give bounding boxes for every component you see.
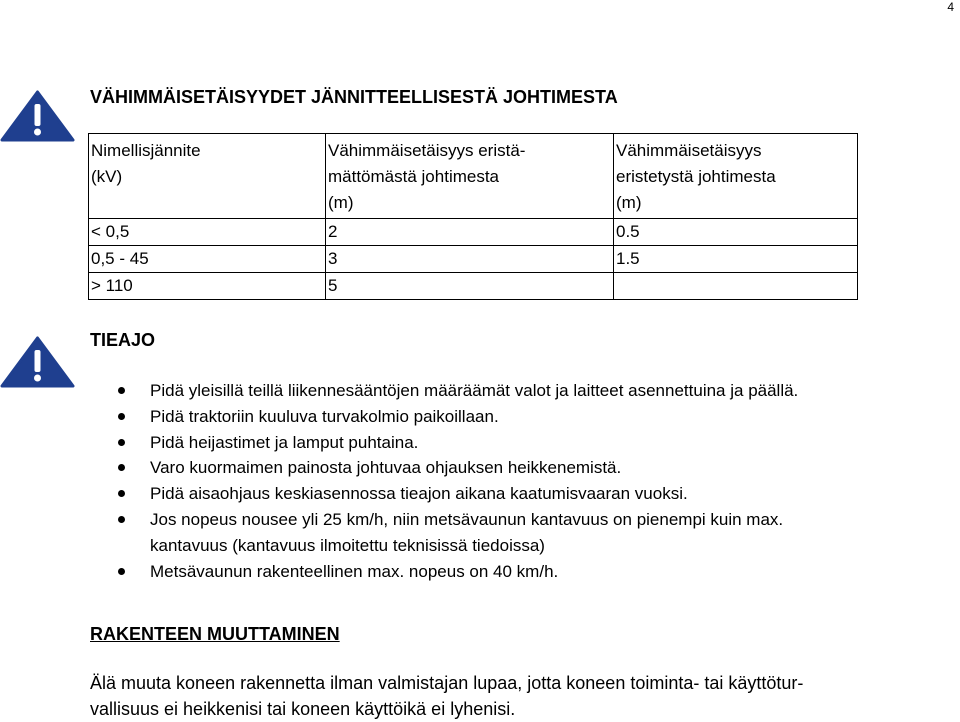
bullet-icon xyxy=(118,490,125,497)
bullet-icon xyxy=(118,568,125,575)
table-cell: 0.5 xyxy=(614,219,858,246)
list-item: Pidä aisaohjaus keskiasennossa tieajon aikana kaatumisvaaran vuoksi. xyxy=(118,481,948,507)
bullet-icon xyxy=(118,413,125,420)
list-item: Pidä yleisillä teillä liikennesääntöjen määräämät valot ja laitteet asennettuina ja päällä. xyxy=(118,378,948,404)
bullet-icon xyxy=(118,464,125,471)
list-item: Metsävaunun rakenteellinen max. nopeus on 40 km/h. xyxy=(118,559,948,585)
list-item: Pidä heijastimet ja lamput puhtaina. xyxy=(118,430,948,456)
table-cell: 5 xyxy=(326,273,614,300)
header-cell-insulated: Vähimmäisetäisyys eristetystä johtimesta (m) xyxy=(614,134,858,219)
warning-triangle-icon xyxy=(0,336,75,388)
table-cell: 0,5 - 45 xyxy=(89,246,326,273)
table-cell: 3 xyxy=(326,246,614,273)
section-title-road-driving: TIEAJO xyxy=(90,330,156,350)
list-item: Jos nopeus nousee yli 25 km/h, niin metsävaunun kantavuus on pienempi kuin max. xyxy=(118,507,948,533)
table-cell xyxy=(614,273,858,300)
table-cell: 1.5 xyxy=(614,246,858,273)
list-item: Pidä traktoriin kuuluva turvakolmio paikoillaan. xyxy=(118,404,948,430)
list-item-continuation: kantavuus (kantavuus ilmoitettu teknisissä tiedoissa) xyxy=(150,535,545,555)
road-driving-list xyxy=(118,378,948,584)
table-row xyxy=(89,246,858,273)
bullet-icon xyxy=(118,516,125,523)
header-cell-voltage: Nimellisjännite (kV) xyxy=(89,134,326,219)
list-item: Varo kuormaimen painosta johtuvaa ohjauksen heikkenemistä. xyxy=(118,455,948,481)
table-cell: < 0,5 xyxy=(89,219,326,246)
table-header-row xyxy=(89,134,858,219)
section-title-modification: RAKENTEEN MUUTTAMINEN xyxy=(90,624,340,644)
table-row xyxy=(89,219,858,246)
distance-table xyxy=(88,133,858,300)
page-number: 4 xyxy=(947,0,954,14)
header-cell-uninsulated: Vähimmäisetäisyys eristä- mättömästä johtimesta (m) xyxy=(326,134,614,219)
table-cell: > 110 xyxy=(89,273,326,300)
bullet-icon xyxy=(118,387,125,394)
table-row xyxy=(89,273,858,300)
table-cell: 2 xyxy=(326,219,614,246)
modification-paragraph: Älä muuta koneen rakennetta ilman valmistajan lupaa, jotta koneen toiminta- tai käyttötur- vallisuus ei heikkenisi tai koneen käyttöikä ei lyhenisi. xyxy=(90,673,804,719)
bullet-icon xyxy=(118,439,125,446)
section-title-distances: VÄHIMMÄISETÄISYYDET JÄNNITTEELLISESTÄ JOHTIMESTA xyxy=(90,87,618,107)
warning-triangle-icon xyxy=(0,90,75,142)
